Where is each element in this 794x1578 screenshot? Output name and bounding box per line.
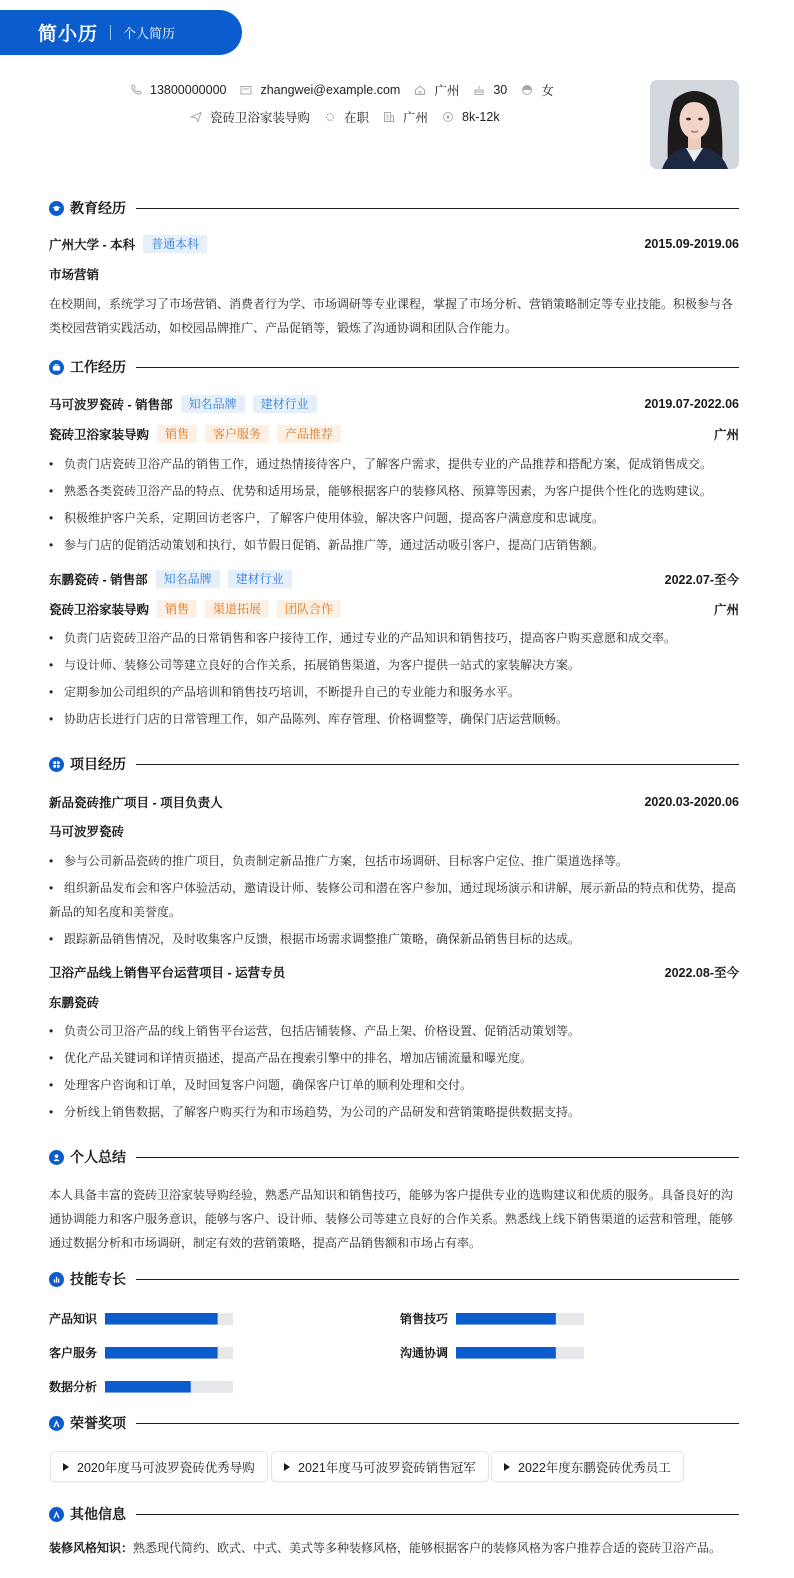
section-divider <box>136 1423 739 1424</box>
company-tag: 知名品牌 <box>181 395 245 413</box>
contact-email: zhangwei@example.com <box>240 83 400 97</box>
section-awards-title: 荣誉奖项 <box>49 1414 739 1432</box>
section-projects-title: 项目经历 <box>49 755 739 773</box>
position-tag: 销售 <box>157 600 197 618</box>
position-name: 瓷砖卫浴家装导购 <box>49 428 150 442</box>
salary: 8k-12k <box>442 110 500 124</box>
other-info <box>49 1536 739 1560</box>
contact-age: 30 <box>473 83 507 97</box>
section-summary-title: 个人总结 <box>49 1148 739 1166</box>
award-item: 2021年度马可波罗瓷砖销售冠军 <box>271 1451 489 1482</box>
education-date: 2015.09-2019.06 <box>644 237 739 251</box>
send-icon <box>190 111 202 123</box>
project-company: 马可波罗瓷砖 <box>49 825 125 839</box>
briefcase-icon <box>49 360 64 375</box>
skill-bar <box>105 1347 233 1359</box>
list-item: • 协助店长进行门店的日常管理工作，如产品陈列、库存管理、价格调整等，确保门店运营顺畅。 <box>49 712 569 726</box>
home-icon <box>414 84 426 96</box>
user-icon <box>49 1150 64 1165</box>
salary-icon <box>442 111 454 123</box>
list-item: • 优化产品关键词和详情页描述，提高产品在搜索引擎中的排名，增加店铺流量和曝光度。 <box>49 1051 533 1065</box>
triangle-right-icon <box>63 1463 69 1471</box>
position-tag: 产品推荐 <box>277 425 341 443</box>
gender-icon <box>521 84 533 96</box>
list-item: • 分析线上销售数据，了解客户购买行为和市场趋势，为公司的产品研发和营销策略提供数据支持。 <box>49 1105 581 1119</box>
skill-sales-technique: 销售技巧 <box>400 1310 584 1327</box>
skill-bar-fill <box>105 1381 191 1393</box>
education-tag: 普通本科 <box>143 235 207 253</box>
list-item: • 参与门店的促销活动策划和执行，如节假日促销、新品推广等，通过活动吸引客户，提高门店销售额。 <box>49 538 605 552</box>
brand-name: 简小历 <box>38 24 99 45</box>
section-other-title: 其他信息 <box>49 1505 739 1523</box>
section-divider <box>136 208 739 209</box>
section-skills-title: 技能专长 <box>49 1270 739 1288</box>
skill-bar <box>105 1381 233 1393</box>
skill-bar-fill <box>456 1347 556 1359</box>
project-2-header <box>49 963 739 981</box>
skill-product-knowledge: 产品知识 <box>49 1310 233 1327</box>
award-icon <box>49 1416 64 1431</box>
project-title: 卫浴产品线上销售平台运营项目 - 运营专员 <box>49 966 286 980</box>
triangle-right-icon <box>504 1463 510 1471</box>
bar-chart-icon <box>49 1272 64 1287</box>
brand-banner <box>0 10 242 55</box>
work-date: 2019.07-2022.06 <box>644 397 739 411</box>
cake-icon <box>473 84 485 96</box>
skill-customer-service: 客户服务 <box>49 1344 233 1361</box>
project-1-company-row <box>49 822 739 840</box>
skill-bar <box>456 1313 584 1325</box>
work-2-position-row <box>49 600 739 618</box>
work-1-position-row <box>49 425 739 443</box>
skill-bar-fill <box>105 1313 218 1325</box>
company-name: 马可波罗瓷砖 - 销售部 <box>49 398 173 412</box>
list-item: • 负责门店瓷砖卫浴产品的销售工作，通过热情接待客户，了解客户需求，提供专业的产品推荐和搭配方案，促成销售成交。 <box>49 457 713 471</box>
list-item: • 负责公司卫浴产品的线上销售平台运营，包括店铺装修、产品上架、价格设置、促销活动策划等。 <box>49 1024 581 1038</box>
company-tag: 建材行业 <box>253 395 317 413</box>
company-tag: 建材行业 <box>228 570 292 588</box>
profile-photo <box>650 80 739 169</box>
section-education-title: 教育经历 <box>49 199 739 217</box>
award-item: 2020年度马可波罗瓷砖优秀导购 <box>50 1451 268 1482</box>
position-tag: 渠道拓展 <box>205 600 269 618</box>
other-info-text: 熟悉现代简约、欧式、中式、美式等多种装修风格，能够根据客户的装修风格为客户推荐合适的瓷砖卫浴产品。 <box>133 1541 722 1555</box>
skill-bar <box>456 1347 584 1359</box>
school-name: 广州大学 - 本科 <box>49 238 136 252</box>
position-tag: 客户服务 <box>205 425 269 443</box>
skill-bar-fill <box>105 1347 218 1359</box>
list-item: • 与设计师、装修公司等建立良好的合作关系，拓展销售渠道，为客户提供一站式的家装解决方案。 <box>49 658 581 672</box>
education-major-row <box>49 265 739 283</box>
project-date: 2022.08-至今 <box>664 966 739 980</box>
education-header <box>49 235 739 253</box>
graduation-cap-icon <box>49 201 64 216</box>
brand-subtitle: 个人简历 <box>123 26 176 41</box>
contact-row-1 <box>130 81 568 99</box>
project-company: 东鹏瓷砖 <box>49 996 100 1010</box>
work-date: 2022.07-至今 <box>664 573 739 587</box>
list-item: • 积极维护客户关系，定期回访老客户，了解客户使用体验，解决客户问题，提高客户满意度和忠诚度。 <box>49 511 605 525</box>
phone-icon <box>130 84 142 96</box>
work-location: 广州 <box>713 428 739 442</box>
target-city: 广州 <box>383 108 428 126</box>
project-1-header <box>49 793 739 811</box>
list-item: • 组织新品发布会和客户体验活动，邀请设计师、装修公司和潜在客户参加，通过现场演示和讲解，展示新品的特点和优势，提高新品的知名度和美誉度。 <box>49 881 737 919</box>
company-tag: 知名品牌 <box>156 570 220 588</box>
section-divider <box>136 1514 739 1515</box>
status-icon <box>324 111 336 123</box>
project-date: 2020.03-2020.06 <box>644 795 739 809</box>
contact-gender: 女 <box>521 81 554 99</box>
position-tag: 销售 <box>157 425 197 443</box>
info-icon <box>49 1507 64 1522</box>
position-tag: 团队合作 <box>277 600 341 618</box>
list-item: • 处理客户咨询和订单，及时回复客户问题，确保客户订单的顺利处理和交付。 <box>49 1078 473 1092</box>
section-divider <box>136 764 739 765</box>
position-name: 瓷砖卫浴家装导购 <box>49 603 150 617</box>
company-name: 东鹏瓷砖 - 销售部 <box>49 573 148 587</box>
project-1-bullets <box>49 849 739 954</box>
grid-icon <box>49 757 64 772</box>
award-item: 2022年度东鹏瓷砖优秀员工 <box>491 1451 684 1482</box>
work-2-bullets <box>49 626 739 734</box>
job-status: 在职 <box>324 108 369 126</box>
project-2-company-row <box>49 993 739 1011</box>
project-title: 新品瓷砖推广项目 - 项目负责人 <box>49 796 223 810</box>
mail-icon <box>240 84 252 96</box>
list-item: • 负责门店瓷砖卫浴产品的日常销售和客户接待工作，通过专业的产品知识和销售技巧，提高客户购买意愿和成交率。 <box>49 631 677 645</box>
major: 市场营销 <box>49 268 100 282</box>
list-item: • 熟悉各类瓷砖卫浴产品的特点、优势和适用场景，能够根据客户的装修风格、预算等因素，为客户提供个性化的选购建议。 <box>49 484 713 498</box>
skill-bar <box>105 1313 233 1325</box>
education-description: 在校期间，系统学习了市场营销、消费者行为学、市场调研等专业课程，掌握了市场分析、营销策略制定等专业技能。积极参与各类校园营销实践活动，如校园品牌推广、产品促销等，锻炼了沟通协调和团队合作能力。 <box>49 297 734 335</box>
contact-city: 广州 <box>414 81 459 99</box>
brand-divider <box>110 25 111 40</box>
list-item: • 参与公司新品瓷砖的推广项目，负责制定新品推广方案，包括市场调研、目标客户定位、推广渠道选择等。 <box>49 854 629 868</box>
target-position: 瓷砖卫浴家装导购 <box>190 108 310 126</box>
section-divider <box>136 367 739 368</box>
project-2-bullets <box>49 1019 739 1127</box>
section-work-title: 工作经历 <box>49 358 739 376</box>
work-2-header <box>49 570 739 588</box>
other-info-label: 装修风格知识： <box>49 1541 134 1555</box>
section-divider <box>136 1157 739 1158</box>
skill-data-analysis: 数据分析 <box>49 1378 233 1395</box>
list-item: • 跟踪新品销售情况，及时收集客户反馈，根据市场需求调整推广策略，确保新品销售目标的达成。 <box>49 932 581 946</box>
section-divider <box>136 1279 739 1280</box>
building-icon <box>383 111 395 123</box>
list-item: • 定期参加公司组织的产品培训和销售技巧培训，不断提升自己的专业能力和服务水平。 <box>49 685 521 699</box>
work-1-header <box>49 395 739 413</box>
contact-row-2 <box>190 108 514 126</box>
work-location: 广州 <box>713 603 739 617</box>
skill-bar-fill <box>456 1313 556 1325</box>
skill-communication: 沟通协调 <box>400 1344 584 1361</box>
contact-phone: 13800000000 <box>130 83 226 97</box>
summary-text: 本人具备丰富的瓷砖卫浴家装导购经验，熟悉产品知识和销售技巧，能够为客户提供专业的选购建议和优质的服务。具备良好的沟通协调能力和客户服务意识，能够与客户、设计师、装修公司等建立良好的合作关系。熟悉线上线下销售渠道的运营和管理，能够通过数据分析和市场调研，制定有效的营销策略，提高产品销售额和市场占有率。 <box>49 1188 734 1250</box>
work-1-bullets <box>49 452 739 560</box>
triangle-right-icon <box>284 1463 290 1471</box>
